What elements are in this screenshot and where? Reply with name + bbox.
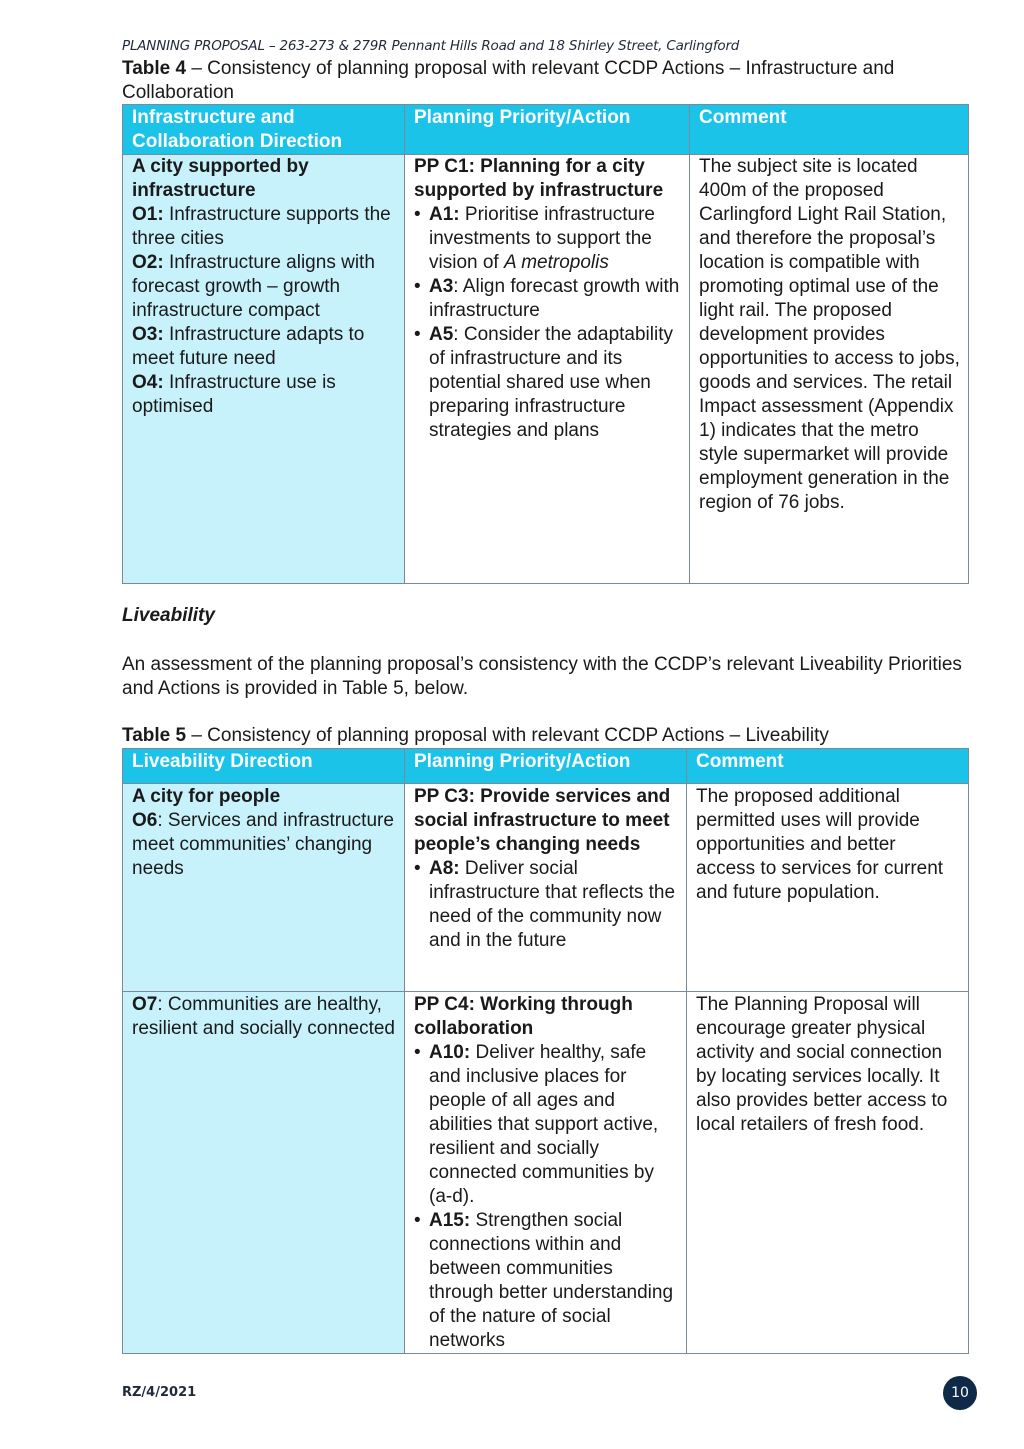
table-row xyxy=(123,992,969,1354)
table-4-caption-text: – Consistency of planning proposal with relevant CCDP Actions – Infrastructure and Collaboration xyxy=(122,58,895,103)
action-a15: • A15: Strengthen social connections within and between communities through better understanding of the nature of social networks xyxy=(429,1209,678,1353)
table-4-header-priority: Planning Priority/Action xyxy=(405,105,690,155)
table-5 xyxy=(122,748,969,1354)
action-list xyxy=(414,203,681,443)
objective-o7: O7: Communities are healthy, resilient and socially connected xyxy=(132,994,395,1039)
table-5-header-comment: Comment xyxy=(687,749,969,784)
action-a8: • A8: Deliver social infrastructure that reflects the need of the community now and in the future xyxy=(429,857,678,953)
table-4 xyxy=(122,104,969,584)
action-list xyxy=(414,1041,678,1353)
priority-cell xyxy=(405,155,690,584)
direction-cell xyxy=(123,155,405,584)
table-5-caption-label: Table 5 xyxy=(122,725,187,746)
action-a10: • A10: Deliver healthy, safe and inclusive places for people of all ages and abilities that support active, resilient and socially connected communities by (a-d). xyxy=(429,1041,678,1209)
table-5-caption-text: – Consistency of planning proposal with relevant CCDP Actions – Liveability xyxy=(186,725,829,746)
running-header: PLANNING PROPOSAL – 263-273 & 279R Pennant Hills Road and 18 Shirley Street, Carlingford xyxy=(122,38,740,54)
priority-title: PP C4: Working through collaboration xyxy=(414,994,633,1039)
direction-cell xyxy=(123,784,405,992)
objective-o1: O1: Infrastructure supports the three cities xyxy=(132,204,391,249)
liveability-heading: Liveability xyxy=(122,605,215,626)
action-list xyxy=(414,857,678,953)
priority-cell xyxy=(405,784,687,992)
priority-title: PP C1: Planning for a city supported by infrastructure xyxy=(414,156,664,201)
table-5-header-direction: Liveability Direction xyxy=(123,749,405,784)
comment-cell: The subject site is located 400m of the proposed Carlingford Light Rail Station, and therefore the proposal’s location is compatible with promoting optimal use of the light rail. The proposed development provides opportunities to access to jobs, goods and services. The retail Impact assessment (Appendix 1) indicates that the metro style supermarket will provide employment generation in the region of 76 jobs. xyxy=(690,155,969,584)
objective-o2: O2: Infrastructure aligns with forecast growth – growth infrastructure compact xyxy=(132,252,375,321)
action-a3: • A3: Align forecast growth with infrastructure xyxy=(429,275,681,323)
action-a5: • A5: Consider the adaptability of infrastructure and its potential shared use when preparing infrastructure strategies and plans xyxy=(429,323,681,443)
comment-cell: The Planning Proposal will encourage greater physical activity and social connection by locating services locally. It also provides better access to local retailers of fresh food. xyxy=(687,992,969,1354)
liveability-intro: An assessment of the planning proposal’s consistency with the CCDP’s relevant Liveability Priorities and Actions is provided in Table 5, below. xyxy=(122,654,962,699)
direction-title: A city for people xyxy=(132,786,281,807)
table-4-header-direction: Infrastructure and Collaboration Direction xyxy=(123,105,405,155)
direction-cell xyxy=(123,992,405,1354)
table-4-caption xyxy=(122,57,982,105)
action-a1: • A1: Prioritise infrastructure investments to support the vision of A metropolis xyxy=(429,203,681,275)
table-4-header-row xyxy=(123,105,969,155)
table-4-header-comment: Comment xyxy=(690,105,969,155)
priority-title: PP C3: Provide services and social infrastructure to meet people’s changing needs xyxy=(414,786,671,855)
objective-o3: O3: Infrastructure adapts to meet future need xyxy=(132,324,365,369)
table-5-caption xyxy=(122,724,982,748)
page-number-badge: 10 xyxy=(943,1376,977,1410)
direction-title: A city supported by infrastructure xyxy=(132,156,309,201)
priority-cell xyxy=(405,992,687,1354)
table-4-caption-label: Table 4 xyxy=(122,58,187,79)
table-row xyxy=(123,784,969,992)
table-5-header-row xyxy=(123,749,969,784)
document-reference: RZ/4/2021 xyxy=(122,1385,197,1400)
table-5-header-priority: Planning Priority/Action xyxy=(405,749,687,784)
objective-o4: O4: Infrastructure use is optimised xyxy=(132,372,336,417)
objective-o6: O6: Services and infrastructure meet communities’ changing needs xyxy=(132,810,394,879)
comment-cell: The proposed additional permitted uses will provide opportunities and better access to services for current and future population. xyxy=(687,784,969,992)
table-row xyxy=(123,155,969,584)
